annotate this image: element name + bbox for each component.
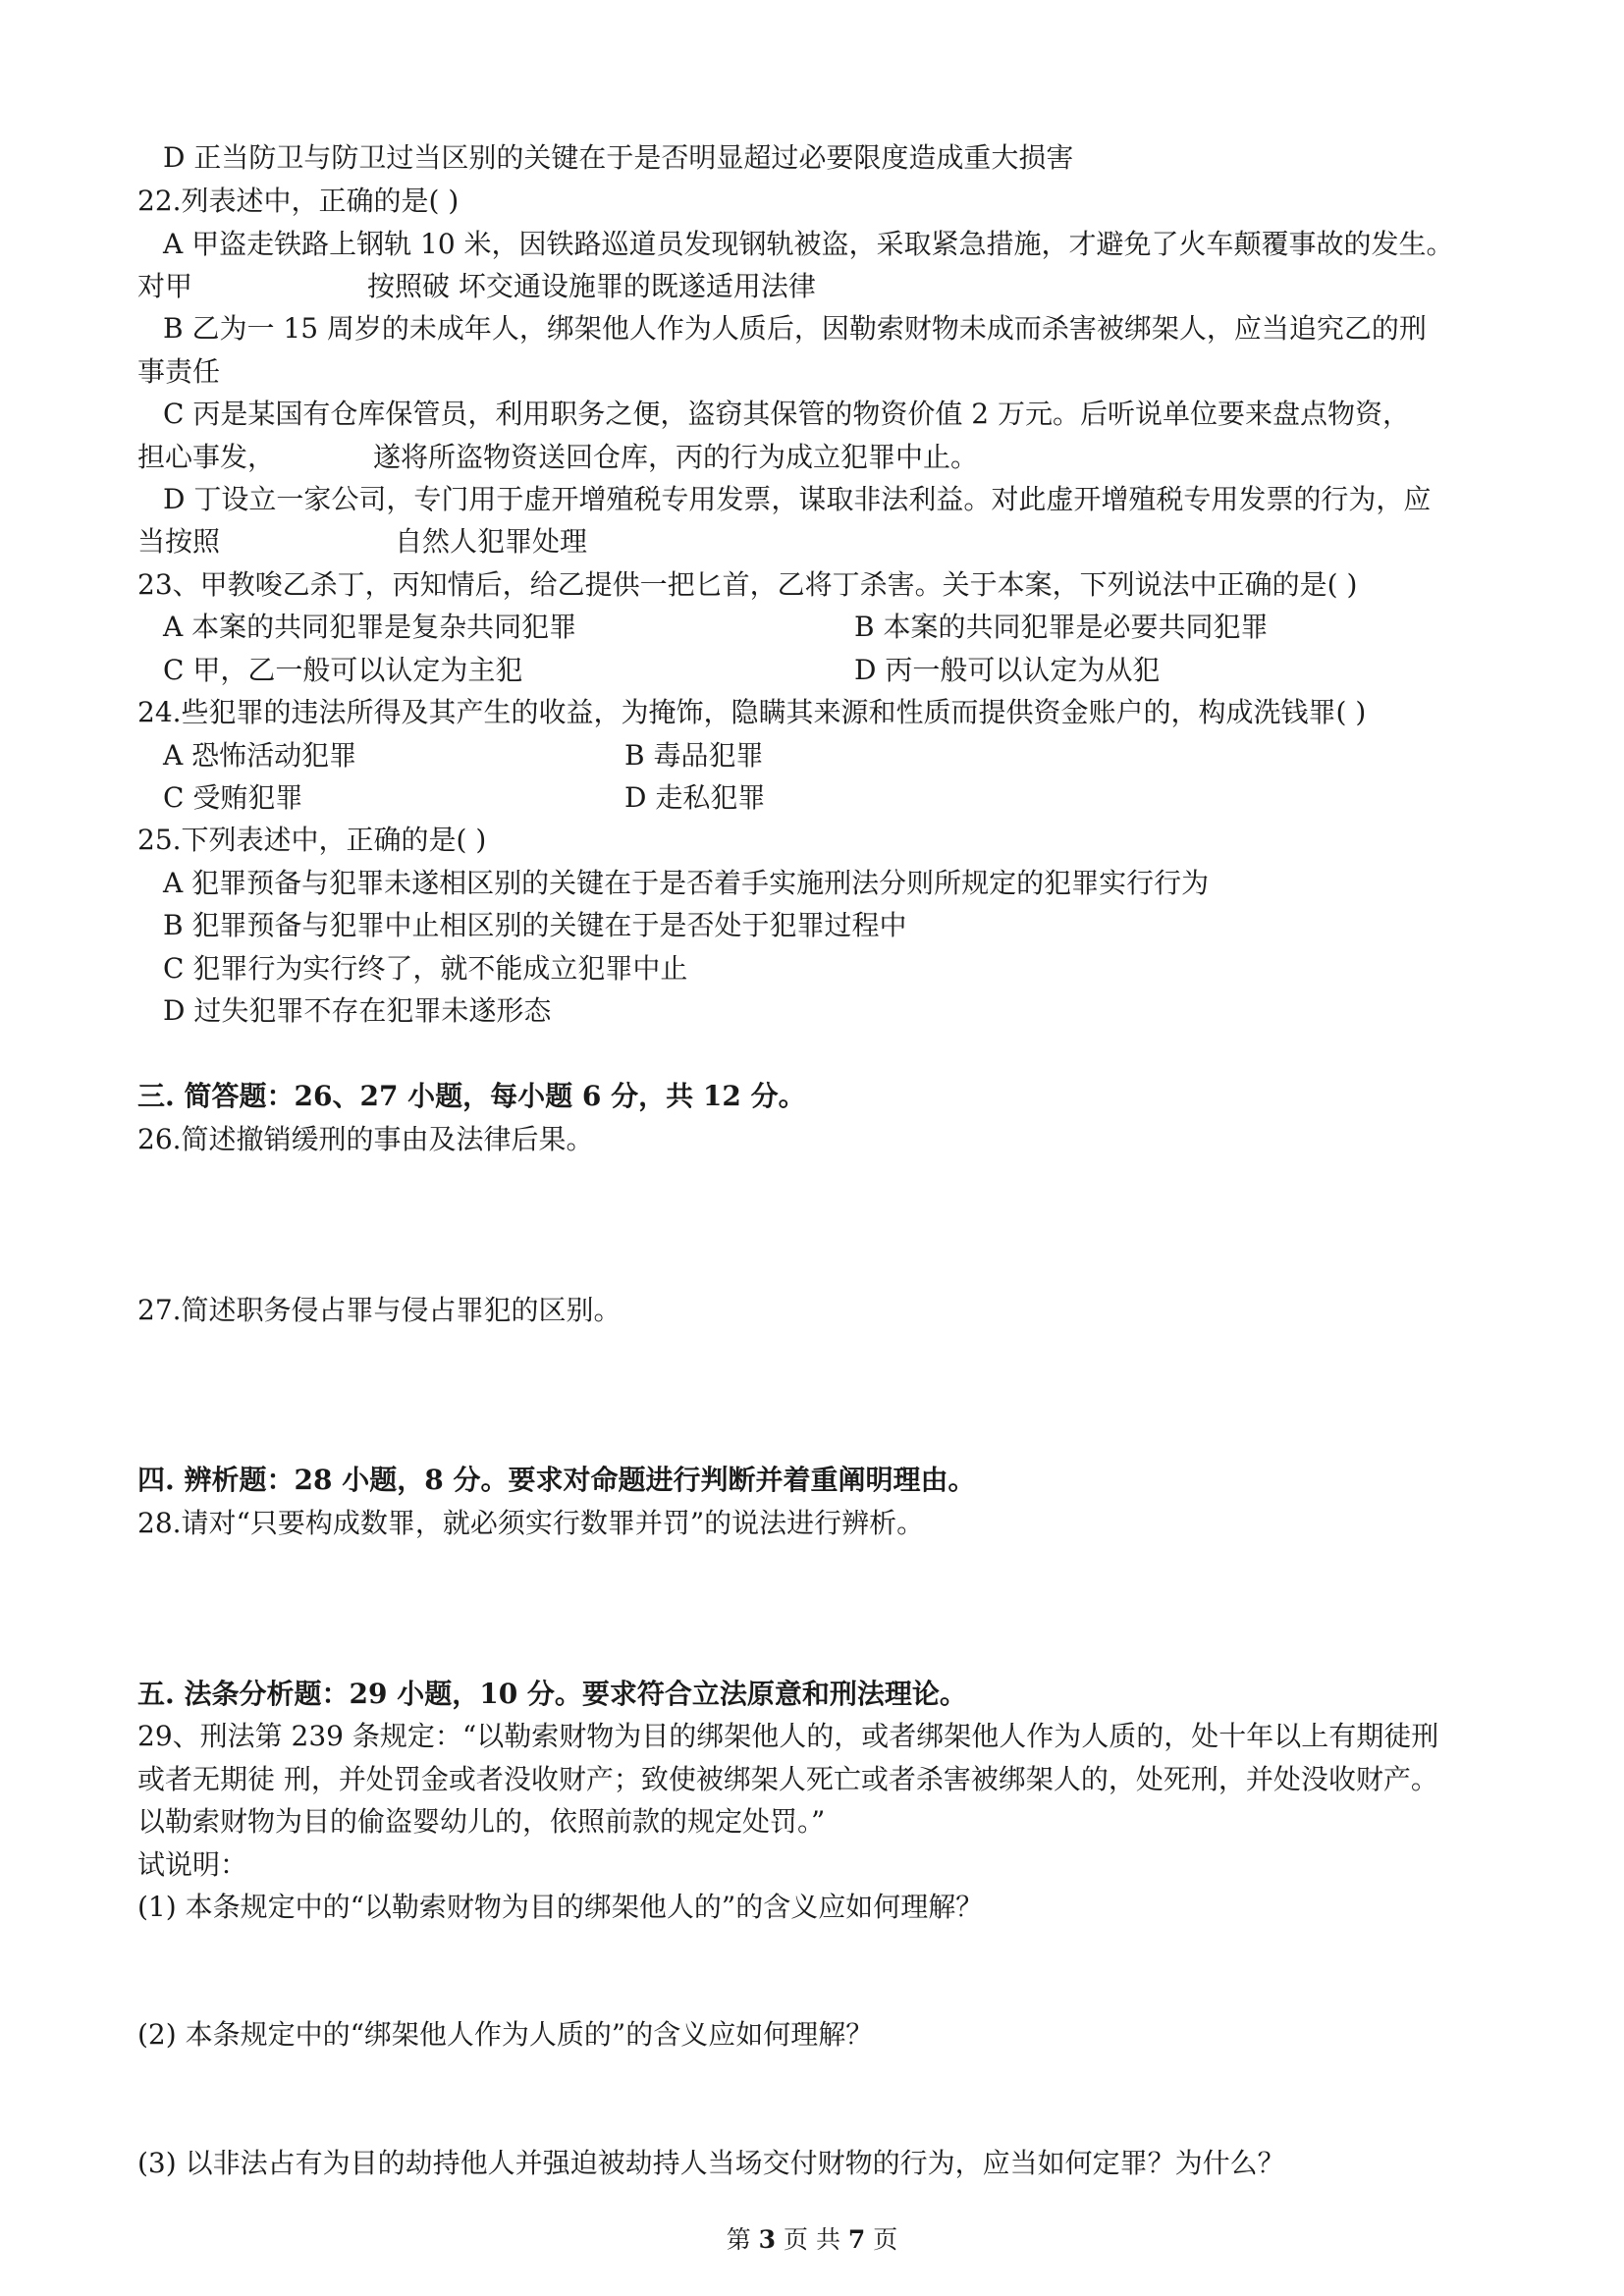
q22-option-c-cont-part2: 遂将所盗物资送回仓库，丙的行为成立犯罪中止。	[373, 441, 979, 473]
q22-option-b: B 乙为一 15 周岁的未成年人，绑架他人作为人质后，因勒索财物未成而杀害被绑架人，应当追究乙的刑	[163, 312, 1427, 345]
q25-stem: 25.下列表述中，正确的是( )	[137, 824, 487, 856]
q29-sub-2: (2) 本条规定中的“绑架他人作为人质的”的含义应如何理解？	[137, 2018, 874, 2051]
section-4-heading: 四. 辨析题：28 小题，8 分。要求对命题进行判断并着重阐明理由。	[137, 1464, 976, 1496]
q22-option-d-cont	[137, 525, 587, 559]
q22-option-b-cont: 事责任	[137, 355, 221, 388]
q29-prompt: 试说明：	[137, 1848, 248, 1881]
q22-option-c: C 丙是某国有仓库保管员，利用职务之便，盗窃其保管的物资价值 2 万元。后听说单位要来盘点物资，	[163, 398, 1410, 430]
q22-option-d-cont-part1: 当按照	[137, 525, 221, 558]
q27: 27.简述职务侵占罪与侵占罪犯的区别。	[137, 1294, 622, 1326]
q23-option-b: B 本案的共同犯罪是必要共同犯罪	[854, 611, 1269, 643]
q29-line-2: 或者无期徒 刑，并处罚金或者没收财产；致使被绑架人死亡或者杀害被绑架人的，处死刑，并处没收财产。	[137, 1763, 1438, 1795]
section-5-heading: 五. 法条分析题：29 小题，10 分。要求符合立法原意和刑法理论。	[137, 1678, 967, 1710]
q22-option-a-cont	[137, 270, 816, 303]
q25-option-a: A 犯罪预备与犯罪未遂相区别的关键在于是否着手实施刑法分则所规定的犯罪实行行为	[163, 867, 1210, 899]
section-3-heading: 三. 简答题：26、27 小题，每小题 6 分，共 12 分。	[137, 1080, 806, 1112]
q29-line-1: 29、刑法第 239 条规定：“以勒索财物为目的绑架他人的，或者绑架他人作为人质的，处十年以上有期徒刑	[137, 1720, 1439, 1752]
q23-stem: 23、甲教唆乙杀丁，丙知情后，给乙提供一把匕首，乙将丁杀害。关于本案，下列说法中正确的是( )	[137, 568, 1358, 601]
q24-option-c: C 受贿犯罪	[163, 781, 303, 814]
footer-suffix: 页	[873, 2225, 898, 2254]
q22-option-d: D 丁设立一家公司，专门用于虚开增殖税专用发票，谋取非法利益。对此虚开增殖税专用发票的行为，应	[163, 483, 1432, 515]
q22-option-d-cont-part2: 自然人犯罪处理	[395, 525, 588, 558]
q23-option-c: C 甲，乙一般可以认定为主犯	[163, 654, 523, 686]
page-footer	[0, 2225, 1624, 2255]
q29-sub-3: (3) 以非法占有为目的劫持他人并强迫被劫持人当场交付财物的行为，应当如何定罪？为什么？	[137, 2147, 1285, 2179]
footer-total-pages: 7	[847, 2225, 866, 2254]
footer-prefix: 第	[726, 2225, 751, 2254]
q25-option-d: D 过失犯罪不存在犯罪未遂形态	[163, 994, 552, 1027]
q22-option-a: A 甲盗走铁路上钢轨 10 米，因铁路巡道员发现钢轨被盗，采取紧急措施，才避免了火车颠覆事故的发生。	[163, 228, 1454, 260]
q24-option-b: B 毒品犯罪	[624, 739, 764, 772]
footer-middle: 页 共	[784, 2225, 840, 2254]
q21-option-d: D 正当防卫与防卫过当区别的关键在于是否明显超过必要限度造成重大损害	[163, 141, 1074, 174]
q29-line-3: 以勒索财物为目的偷盗婴幼儿的，依照前款的规定处罚。”	[137, 1805, 826, 1838]
footer-page-number: 3	[758, 2225, 777, 2254]
q28: 28.请对“只要构成数罪，就必须实行数罪并罚”的说法进行辨析。	[137, 1507, 925, 1539]
q25-option-c: C 犯罪行为实行终了，就不能成立犯罪中止	[163, 952, 688, 985]
q22-option-a-cont-part1: 对甲	[137, 270, 193, 302]
q24-stem: 24.些犯罪的违法所得及其产生的收益，为掩饰，隐瞒其来源和性质而提供资金账户的，构成洗钱罪( )	[137, 696, 1367, 728]
q22-option-c-cont	[137, 441, 978, 474]
q22-option-c-cont-part1: 担心事发，	[137, 441, 276, 473]
q23-option-d: D 丙一般可以认定为从犯	[854, 654, 1161, 686]
q24-option-a: A 恐怖活动犯罪	[163, 739, 357, 772]
q23-option-a: A 本案的共同犯罪是复杂共同犯罪	[163, 611, 577, 643]
q25-option-b: B 犯罪预备与犯罪中止相区别的关键在于是否处于犯罪过程中	[163, 909, 907, 941]
q22-stem: 22.列表述中，正确的是( )	[137, 185, 460, 217]
q29-sub-1: (1) 本条规定中的“以勒索财物为目的绑架他人的”的含义应如何理解？	[137, 1891, 984, 1923]
q24-option-d: D 走私犯罪	[624, 781, 766, 814]
q22-option-a-cont-part2: 按照破 坏交通设施罪的既遂适用法律	[367, 270, 816, 302]
q26: 26.简述撤销缓刑的事由及法律后果。	[137, 1123, 594, 1155]
